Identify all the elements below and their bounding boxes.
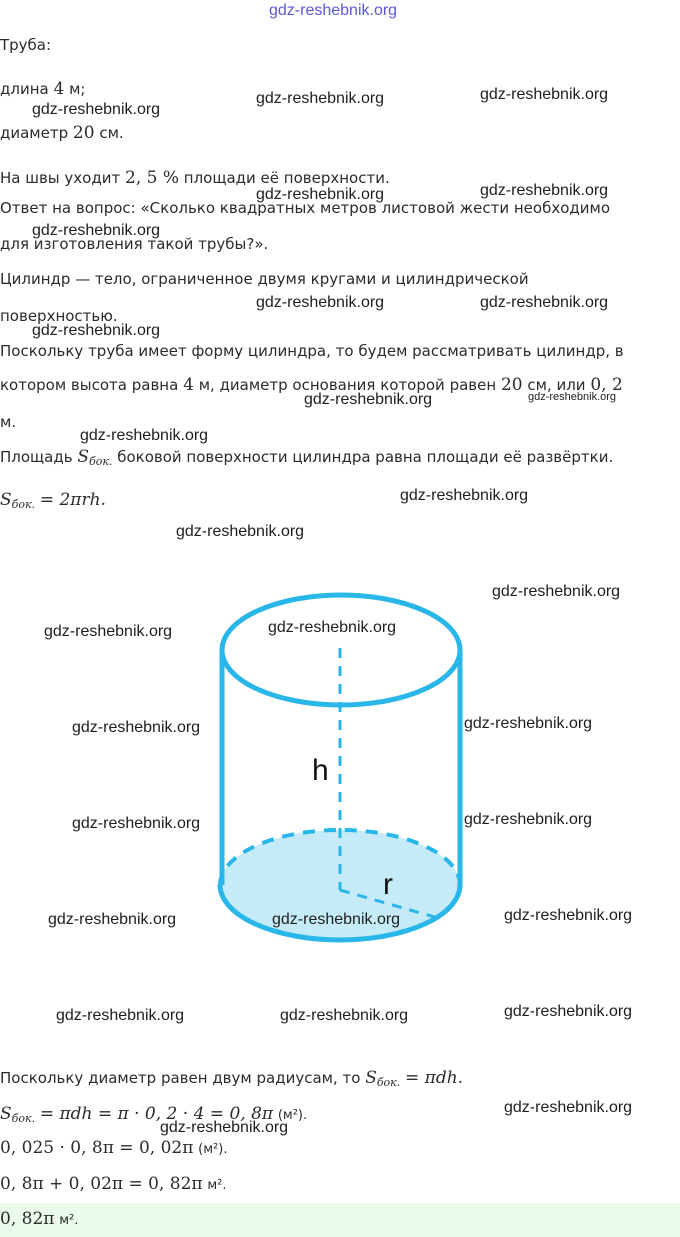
length-value: 4 (53, 79, 65, 99)
watermark: gdz-reshebnik.org (72, 815, 201, 832)
solution-line-1 (0, 1068, 463, 1089)
solution-line-4 (0, 1174, 227, 1194)
since-h: 4 (183, 375, 194, 395)
diameter-label: диаметр (0, 124, 69, 142)
watermark: gdz-reshebnik.org (504, 1003, 633, 1020)
seams-pre: На швы уходит (0, 169, 121, 187)
watermark: gdz-reshebnik.org (464, 715, 593, 732)
lateral-area-formula (0, 490, 106, 511)
given-seams (0, 168, 390, 188)
since-line-3: м. (0, 413, 17, 431)
answer-math: 0, 82π (0, 1209, 55, 1229)
sol1-pre: Поскольку диаметр равен двум радиусам, то (0, 1069, 361, 1087)
area-pre: Площадь (0, 448, 73, 466)
watermark: gdz-reshebnik.org (492, 583, 621, 600)
seams-post: площади её поверхности. (183, 169, 390, 187)
given-length (0, 79, 85, 99)
since-line-1: Поскольку труба имеет форму цилиндра, то будем рассматривать цилиндр, в (0, 342, 624, 360)
sol2-unit: (м²). (277, 1108, 308, 1123)
watermark: gdz-reshebnik.org (280, 1007, 409, 1024)
sol4-unit: м². (207, 1178, 227, 1193)
watermark: gdz-reshebnik.org (176, 523, 305, 540)
given-title: Труба: (0, 36, 52, 54)
diameter-value: 20 (72, 123, 95, 143)
watermark: gdz-reshebnik.org (160, 1119, 289, 1136)
watermark: gdz-reshebnik.org (32, 222, 161, 239)
watermark: gdz-reshebnik.org (528, 391, 617, 403)
watermark: gdz-reshebnik.org (256, 294, 385, 311)
sol1-symbol: S (365, 1068, 377, 1088)
cylinder-definition-line-2: поверхностью. (0, 307, 118, 325)
sol2-symbol: S (0, 1104, 12, 1124)
watermark: gdz-reshebnik.org (72, 719, 201, 736)
watermark: gdz-reshebnik.org (44, 623, 173, 640)
given-diameter (0, 123, 124, 143)
question-line-1: Ответ на вопрос: «Сколько квадратных метров листовой жести необходимо (0, 199, 611, 217)
area-symbol: S (77, 447, 90, 467)
watermark: gdz-reshebnik.org (304, 391, 433, 408)
sol2-subscript: бок. (11, 1112, 36, 1125)
seams-value: 2, 5 % (125, 168, 179, 188)
site-header-link[interactable]: gdz-reshebnik.org (269, 2, 398, 19)
height-label: h (312, 754, 329, 787)
length-label: длина (0, 80, 49, 98)
watermark: gdz-reshebnik.org (480, 86, 609, 103)
watermark: gdz-reshebnik.org (56, 1007, 185, 1024)
formula-rhs: = 2πrh. (39, 490, 106, 510)
watermark: gdz-reshebnik.org (464, 811, 593, 828)
sol4-math: 0, 8π + 0, 02π = 0, 82π (0, 1174, 203, 1194)
watermark: gdz-reshebnik.org (256, 90, 385, 107)
watermark: gdz-reshebnik.org (268, 619, 397, 636)
sol3-math: 0, 025 · 0, 8π = 0, 02π (0, 1138, 194, 1158)
watermark: gdz-reshebnik.org (32, 322, 161, 339)
sol2-rhs: = πdh = π · 0, 2 · 4 = 0, 8π (39, 1104, 274, 1124)
answer-unit: м². (59, 1213, 79, 1228)
formula-symbol: S (0, 490, 12, 510)
watermark: gdz-reshebnik.org (256, 186, 385, 203)
watermark: gdz-reshebnik.org (80, 427, 209, 444)
since-b: м, диаметр основания которой равен (198, 376, 497, 394)
area-subscript: бок. (89, 455, 113, 468)
since-a: котором высота равна (0, 376, 179, 394)
watermark: gdz-reshebnik.org (48, 911, 177, 928)
watermark: gdz-reshebnik.org (504, 907, 633, 924)
diameter-unit: см. (99, 124, 124, 142)
watermark: gdz-reshebnik.org (504, 1099, 633, 1116)
answer-highlight (0, 1203, 680, 1237)
sol1-rhs: = πdh. (405, 1068, 464, 1088)
watermark: gdz-reshebnik.org (400, 487, 529, 504)
watermark: gdz-reshebnik.org (480, 294, 609, 311)
answer-line (0, 1209, 78, 1229)
formula-subscript: бок. (11, 498, 36, 511)
area-post: боковой поверхности цилиндра равна площади её развёртки. (117, 448, 614, 466)
radius-label: r (383, 868, 393, 901)
solution-line-3 (0, 1138, 227, 1158)
since-m: 0, 2 (590, 375, 623, 395)
watermark: gdz-reshebnik.org (480, 182, 609, 199)
length-unit: м; (69, 80, 86, 98)
area-sentence (0, 447, 613, 468)
sol1-subscript: бок. (376, 1076, 401, 1089)
watermark: gdz-reshebnik.org (32, 101, 161, 118)
question-line-2: для изготовления такой трубы?». (0, 235, 269, 253)
since-c: см, или (527, 376, 586, 394)
sol3-unit: (м²). (198, 1142, 228, 1157)
since-d: 20 (500, 375, 523, 395)
watermark: gdz-reshebnik.org (272, 911, 401, 928)
cylinder-definition-line-1: Цилиндр — тело, ограниченное двумя кругами и цилиндрической (0, 270, 529, 288)
